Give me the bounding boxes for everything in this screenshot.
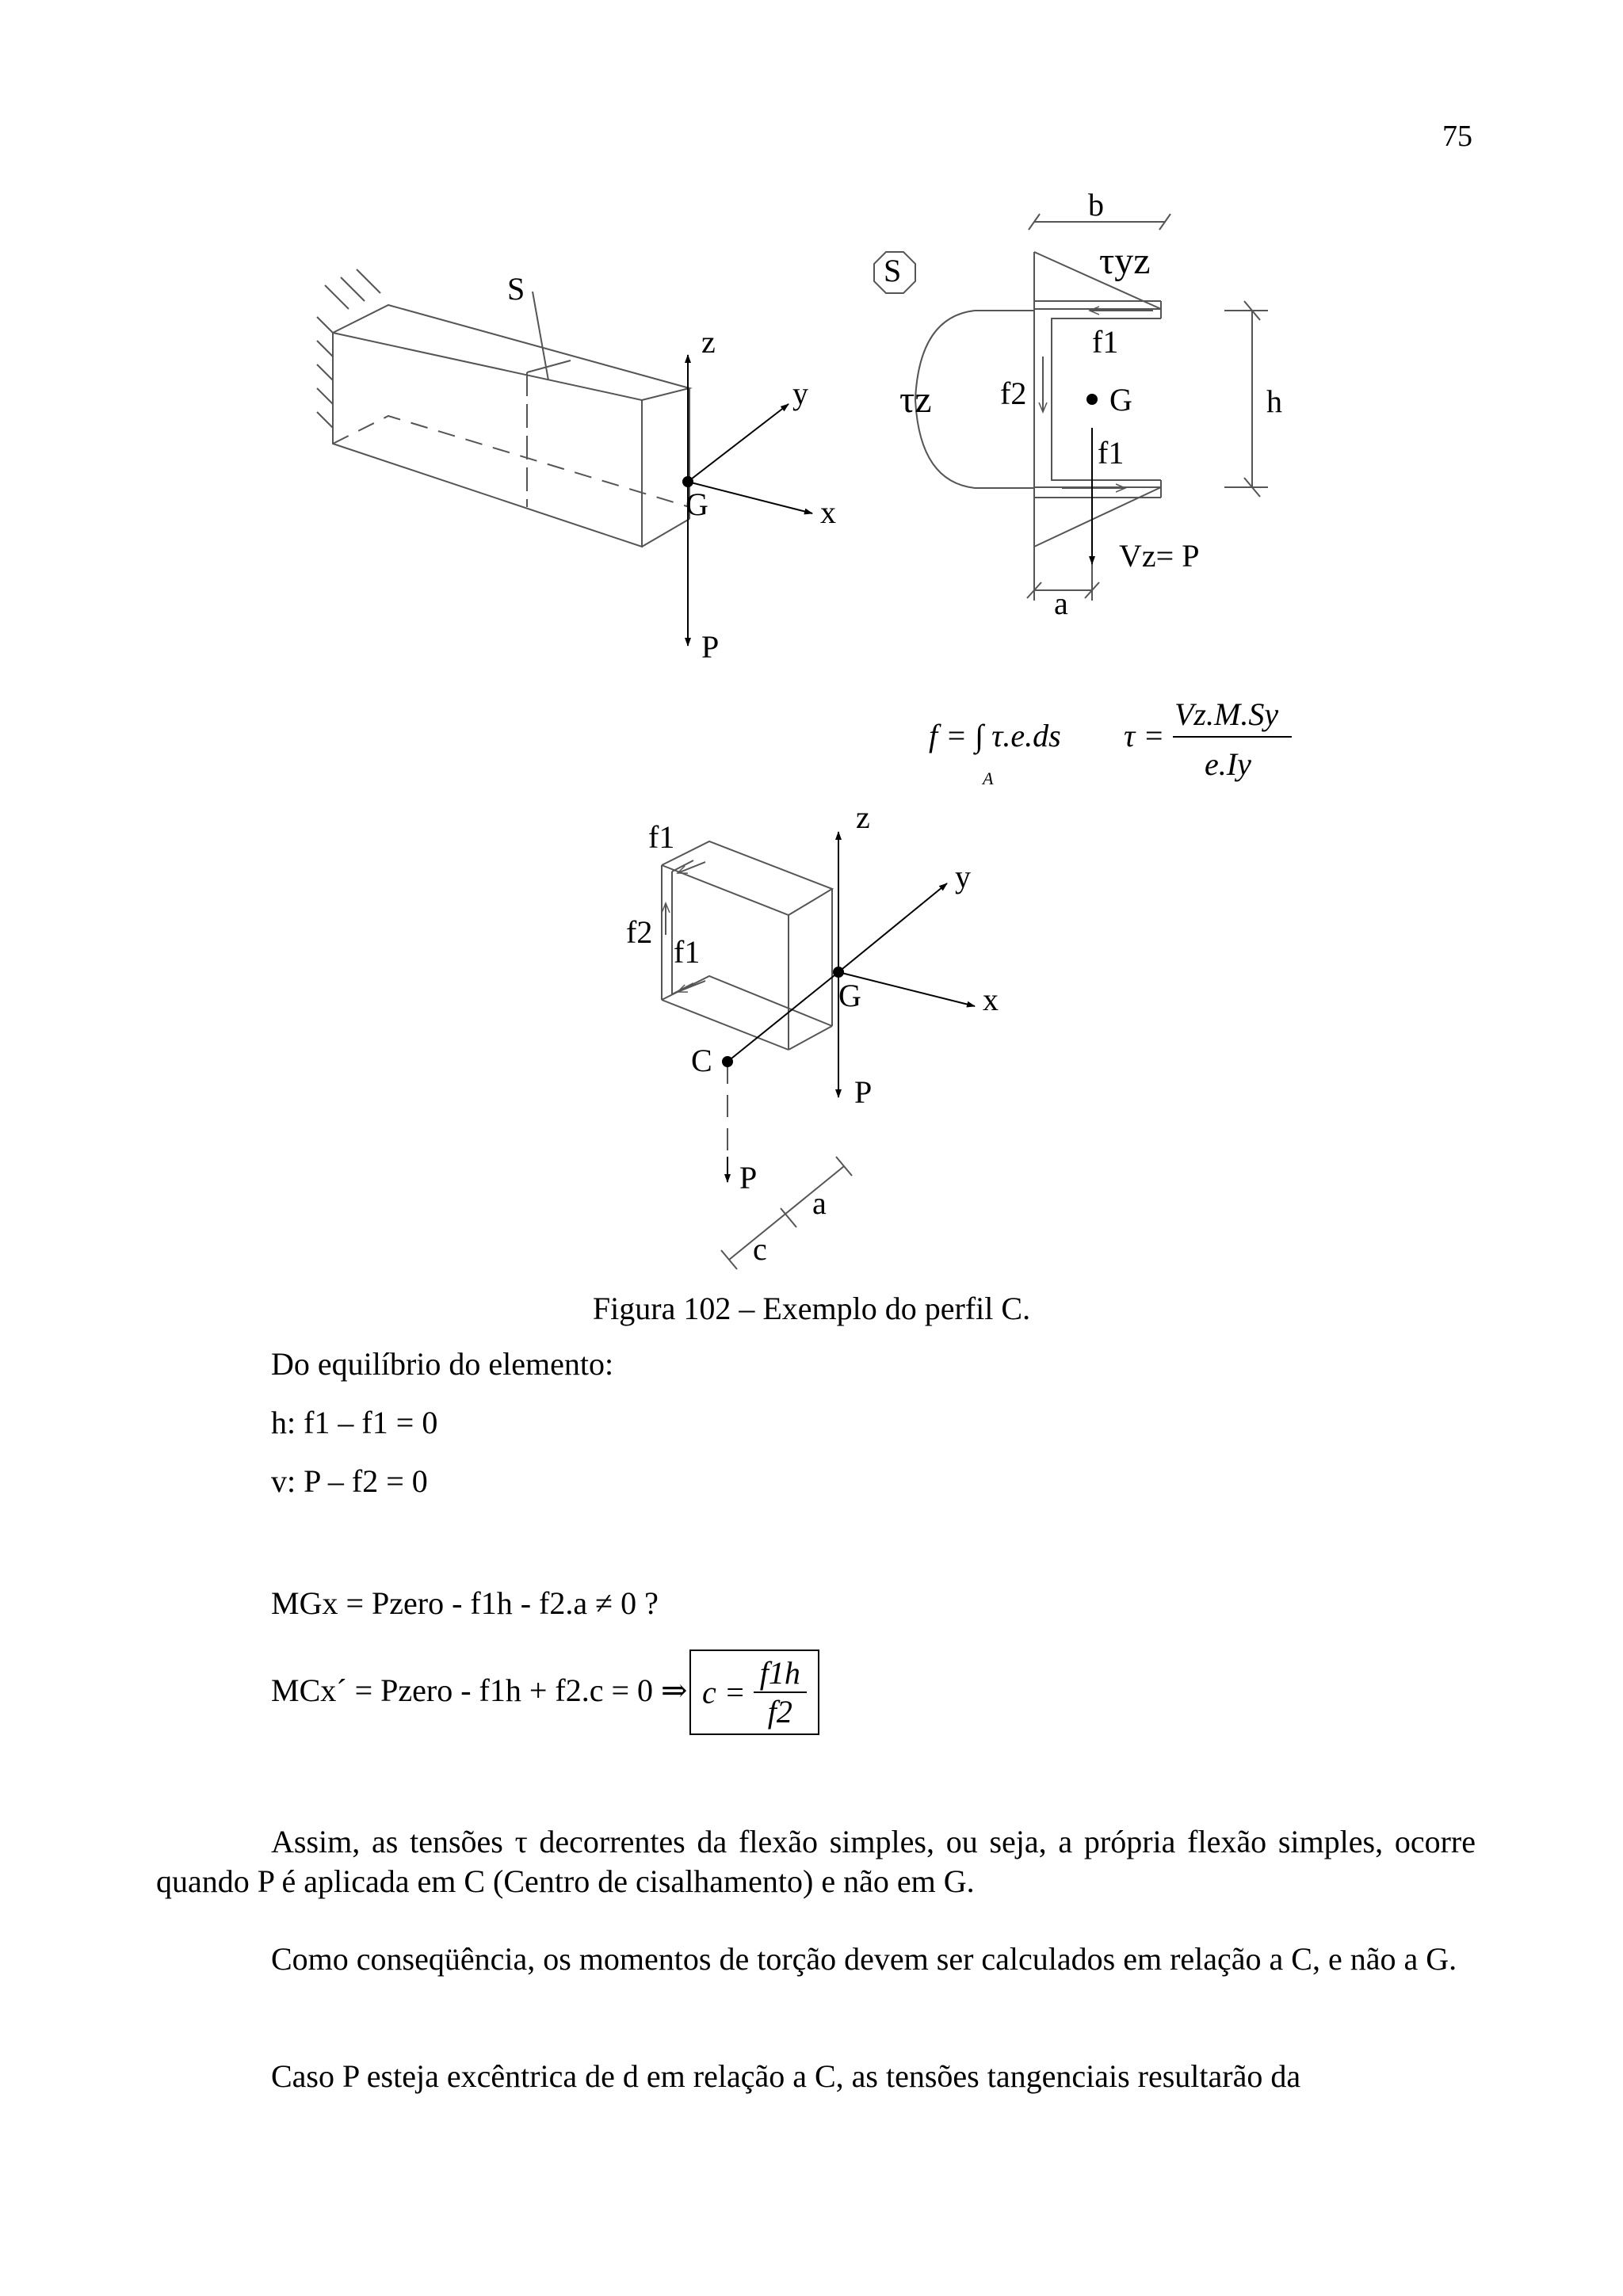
dim-h-label: h — [1266, 383, 1282, 419]
axis-z-label: z — [701, 324, 716, 360]
point-g-label-element: G — [838, 978, 861, 1013]
c-numerator: f1h — [754, 1654, 807, 1693]
c-section-diagram — [874, 214, 1268, 601]
c-equals: c = — [702, 1674, 746, 1711]
section-marker-s: S — [884, 253, 902, 288]
page-number: 75 — [1442, 120, 1472, 153]
figure-caption: Figura 102 – Exemplo do perfil C. — [592, 1291, 1031, 1326]
moment-gx: MGx = Pzero - f1h - f2.a ≠ 0 ? — [271, 1585, 659, 1621]
axis-y-label: y — [792, 376, 808, 411]
tau-z-label: τz — [899, 379, 932, 421]
f1-bottom-label: f1 — [1098, 435, 1125, 471]
equilibrium-intro: Do equilíbrio do elemento: — [271, 1346, 614, 1382]
axis-x-label: x — [820, 494, 836, 530]
paragraph-1: Assim, as tensões τ decorrentes da flexão simples, ou seja, a própria flexão simples, ocorre quando P é aplicada em C (Centro de cisalhamento) e não em G. — [156, 1824, 1476, 1899]
equilibrium-v: v: P – f2 = 0 — [271, 1463, 428, 1499]
paragraph-3: Caso P esteja excêntrica de d em relação a C, as tensões tangenciais resultarão da — [271, 2058, 1301, 2094]
axis-y-label-element: y — [955, 859, 971, 894]
f1-top-label: f1 — [1092, 324, 1119, 360]
axis-z-label-element: z — [856, 799, 870, 835]
f1-top-label-element: f1 — [648, 819, 675, 855]
f2-label: f2 — [1000, 376, 1027, 411]
section-label-s: S — [507, 271, 525, 307]
paragraph-2: Como conseqüência, os momentos de torção devem ser calculados em relação a C, e não a G. — [271, 1941, 1457, 1977]
load-p-at-c-label: P — [739, 1160, 758, 1196]
load-p-at-g-label: P — [854, 1074, 873, 1110]
equilibrium-h: h: f1 – f1 = 0 — [271, 1405, 438, 1440]
tau-formula-lhs: τ = — [1124, 718, 1165, 753]
tau-formula-denominator: e.Iy — [1205, 746, 1251, 782]
f-integral-formula: f = ∫ τ.e.ds — [929, 718, 1061, 753]
integral-subscript: A — [983, 769, 994, 788]
tau-formula-numerator: Vz.M.Sy — [1174, 696, 1279, 732]
dim-a-label-element: a — [812, 1185, 827, 1221]
point-g-label: G — [685, 486, 708, 522]
dim-a-label: a — [1054, 585, 1068, 621]
tau-yz-label: τyz — [1099, 240, 1151, 282]
dim-c-label-element: c — [753, 1231, 767, 1267]
formulas — [929, 696, 1292, 788]
wall-hatch — [317, 269, 380, 428]
f2-label-element: f2 — [626, 914, 653, 950]
dim-b-label: b — [1088, 187, 1104, 223]
c-denominator: f2 — [767, 1694, 792, 1730]
shear-vz-label: Vz= P — [1119, 538, 1200, 574]
point-c-label: C — [691, 1043, 712, 1078]
point-g-label-section: G — [1109, 382, 1132, 418]
moment-cx: MCx´ = Pzero - f1h + f2.c = 0 ⇒ — [271, 1672, 688, 1708]
cantilever-beam-diagram — [317, 269, 689, 547]
load-p-label: P — [701, 629, 720, 665]
axis-x-label-element: x — [983, 982, 999, 1017]
shear-center-result-box — [689, 1650, 819, 1735]
f1-inner-label-element: f1 — [674, 934, 701, 970]
